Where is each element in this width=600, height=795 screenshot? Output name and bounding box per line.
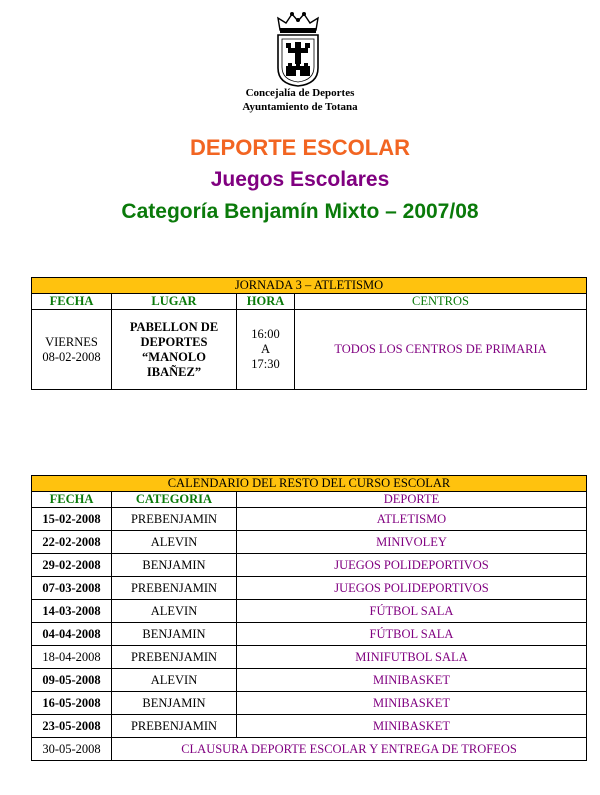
col-fecha: FECHA xyxy=(32,294,112,310)
row-deporte: JUEGOS POLIDEPORTIVOS xyxy=(237,554,587,577)
row-fecha: 15-02-2008 xyxy=(32,508,112,531)
row-deporte: MINIBASKET xyxy=(237,669,587,692)
col-hora: HORA xyxy=(237,294,295,310)
table-row xyxy=(32,669,587,692)
row-fecha: 14-03-2008 xyxy=(32,600,112,623)
row-categoria: BENJAMIN xyxy=(112,692,237,715)
table-row xyxy=(32,738,587,761)
hora-start: 16:00 xyxy=(251,327,280,341)
jornada-fecha xyxy=(32,310,112,390)
row-fecha: 16-05-2008 xyxy=(32,692,112,715)
lugar-line-3: “MANOLO xyxy=(142,349,206,364)
table-row xyxy=(32,508,587,531)
row-categoria: BENJAMIN xyxy=(112,623,237,646)
table-row xyxy=(32,531,587,554)
row-deporte: JUEGOS POLIDEPORTIVOS xyxy=(237,577,587,600)
hora-end: 17:30 xyxy=(251,357,280,371)
table-row xyxy=(32,554,587,577)
col-categoria: CATEGORIA xyxy=(112,492,237,508)
table-row xyxy=(32,715,587,738)
col-fecha: FECHA xyxy=(32,492,112,508)
crest-logo-icon xyxy=(270,10,326,88)
row-categoria: PREBENJAMIN xyxy=(112,577,237,600)
row-categoria: PREBENJAMIN xyxy=(112,715,237,738)
row-deporte: FÚTBOL SALA xyxy=(237,600,587,623)
row-deporte: CLAUSURA DEPORTE ESCOLAR Y ENTREGA DE TROFEOS xyxy=(112,738,587,761)
row-deporte: ATLETISMO xyxy=(237,508,587,531)
org-line-1: Concejalía de Deportes xyxy=(245,87,355,99)
row-fecha: 22-02-2008 xyxy=(32,531,112,554)
table-row xyxy=(32,692,587,715)
fecha-date: 08-02-2008 xyxy=(42,349,101,364)
calendar-table xyxy=(31,475,587,761)
jornada-header: JORNADA 3 – ATLETISMO xyxy=(32,278,587,294)
table-row xyxy=(32,577,587,600)
calendar-header: CALENDARIO DEL RESTO DEL CURSO ESCOLAR xyxy=(32,476,587,492)
col-lugar: LUGAR xyxy=(112,294,237,310)
lugar-line-4: IBAÑEZ” xyxy=(146,364,202,379)
jornada-table xyxy=(31,277,587,390)
col-deporte: DEPORTE xyxy=(237,492,587,508)
table-row xyxy=(32,646,587,669)
lugar-line-1: PABELLON DE xyxy=(129,319,219,334)
row-deporte: MINIVOLEY xyxy=(237,531,587,554)
row-fecha: 09-05-2008 xyxy=(32,669,112,692)
table-row xyxy=(32,623,587,646)
row-fecha: 23-05-2008 xyxy=(32,715,112,738)
jornada-centros: TODOS LOS CENTROS DE PRIMARIA xyxy=(295,310,587,390)
row-categoria: ALEVIN xyxy=(112,531,237,554)
row-deporte: MINIBASKET xyxy=(237,715,587,738)
row-fecha: 07-03-2008 xyxy=(32,577,112,600)
row-categoria: ALEVIN xyxy=(112,600,237,623)
row-deporte: MINIFUTBOL SALA xyxy=(237,646,587,669)
col-centros: CENTROS xyxy=(295,294,587,310)
row-deporte: MINIBASKET xyxy=(237,692,587,715)
row-deporte: FÚTBOL SALA xyxy=(237,623,587,646)
org-line-2: Ayuntamiento de Totana xyxy=(242,101,358,113)
lugar-line-2: DEPORTES xyxy=(140,334,208,349)
jornada-hora xyxy=(237,310,295,390)
jornada-lugar xyxy=(112,310,237,390)
row-categoria: ALEVIN xyxy=(112,669,237,692)
row-fecha: 30-05-2008 xyxy=(32,738,112,761)
fecha-day: VIERNES xyxy=(45,334,98,349)
hora-sep: A xyxy=(260,342,271,356)
row-categoria: PREBENJAMIN xyxy=(112,646,237,669)
row-fecha: 29-02-2008 xyxy=(32,554,112,577)
row-fecha: 04-04-2008 xyxy=(32,623,112,646)
title-categoria: Categoría Benjamín Mixto – 2007/08 xyxy=(121,200,479,223)
row-categoria: BENJAMIN xyxy=(112,554,237,577)
title-deporte-escolar: DEPORTE ESCOLAR xyxy=(189,135,411,160)
table-row xyxy=(32,600,587,623)
title-juegos-escolares: Juegos Escolares xyxy=(210,168,390,191)
row-fecha: 18-04-2008 xyxy=(32,646,112,669)
row-categoria: PREBENJAMIN xyxy=(112,508,237,531)
